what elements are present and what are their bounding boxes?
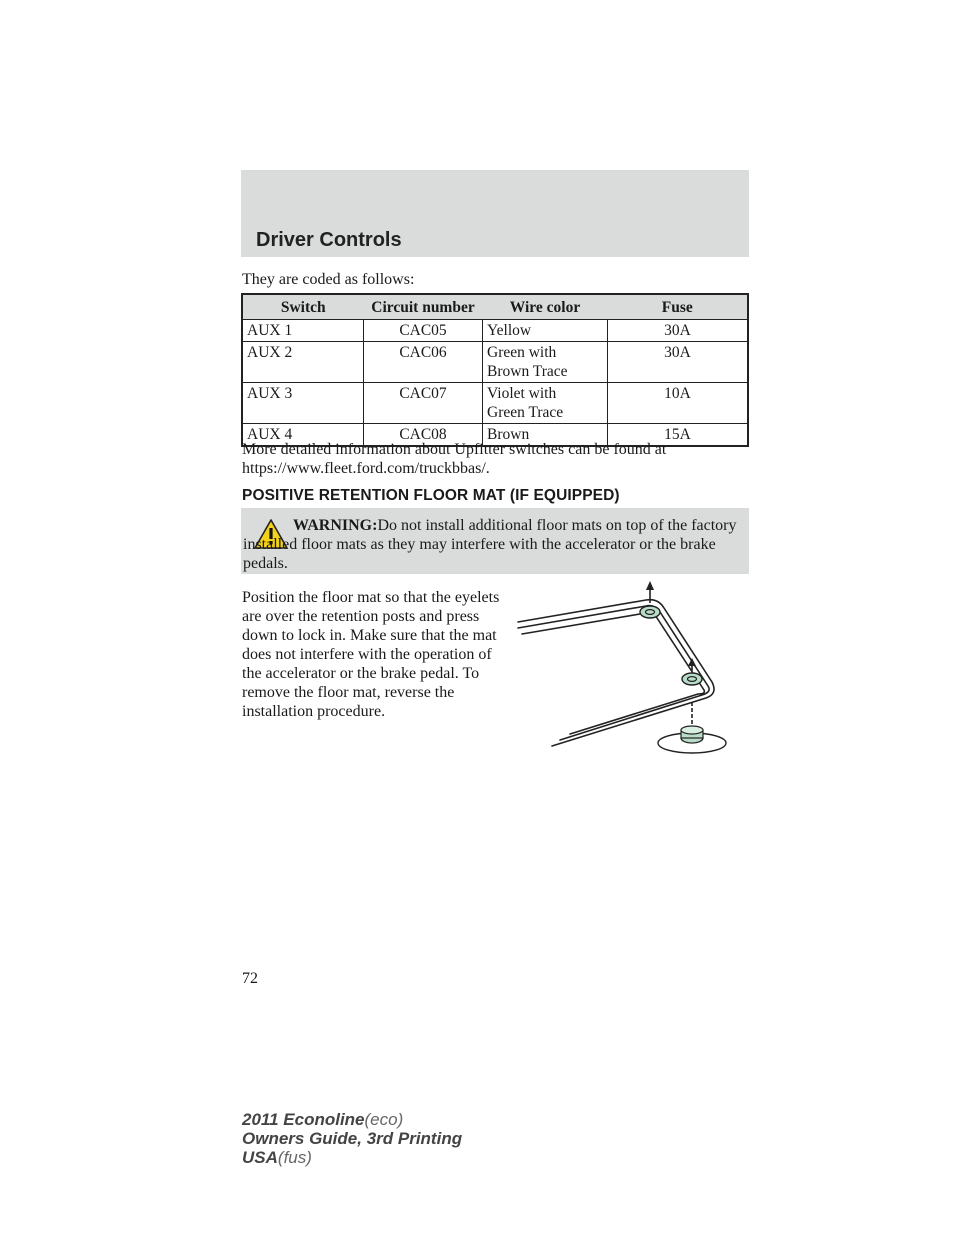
cell-fuse: 30A [608, 320, 749, 342]
table-row [242, 383, 748, 424]
warning-text [243, 516, 739, 573]
cell-switch: AUX 3 [242, 383, 364, 424]
footer-model-line [242, 1110, 462, 1129]
cell-circuit: CAC08 [364, 424, 483, 447]
switch-code-table [241, 293, 749, 447]
footer-model: 2011 Econoline [242, 1110, 365, 1129]
warning-label: WARNING: [293, 517, 378, 534]
page-title: Driver Controls [256, 229, 402, 251]
footer-region: USA [242, 1148, 278, 1167]
floor-mat-instructions: Position the floor mat so that the eyelets are over the retention posts and press down to lock in. Make sure that the mat does not interfere with the operation of the accelerator or the brake pedal. To remove the floor mat, reverse the installation procedure. [242, 589, 500, 720]
cell-wire-color: Yellow [483, 320, 608, 342]
column-header-wire-color: Wire color [483, 294, 608, 320]
table-header-row [242, 294, 748, 320]
arrow-up-icon [688, 658, 696, 671]
cell-switch: AUX 1 [242, 320, 364, 342]
cell-wire-color: Green with Brown Trace [483, 342, 608, 383]
eyelet-bottom [682, 673, 702, 685]
column-header-fuse: Fuse [608, 294, 749, 320]
cell-wire-color: Violet with Green Trace [483, 383, 608, 424]
eyelet-top [640, 606, 660, 618]
cell-fuse: 15A [608, 424, 749, 447]
footer-region-code: (fus) [277, 1148, 312, 1167]
page-number: 72 [242, 970, 258, 987]
cell-circuit: CAC06 [364, 342, 483, 383]
cell-wire-color: Brown [483, 424, 608, 447]
footer-region-line [242, 1148, 462, 1167]
cell-fuse: 10A [608, 383, 749, 424]
retention-post [658, 726, 726, 753]
cell-switch: AUX 4 [242, 424, 364, 447]
floor-mat-diagram [512, 578, 744, 756]
floor-mat-heading: POSITIVE RETENTION FLOOR MAT (IF EQUIPPED) [242, 487, 620, 504]
cell-fuse: 30A [608, 342, 749, 383]
intro-text: They are coded as follows: [242, 271, 415, 288]
cell-switch: AUX 2 [242, 342, 364, 383]
warning-body: Do not install additional floor mats on top of the factory installed floor mats as they may interfere with the accelerator or the brake pedals. [243, 517, 737, 572]
column-header-circuit: Circuit number [364, 294, 483, 320]
table-row [242, 342, 748, 383]
document-footer [242, 1110, 462, 1167]
table-row [242, 320, 748, 342]
upfitter-info-text: More detailed information about Upfitter switches can be found at https://www.fleet.ford.com/truckbbas/. [242, 441, 667, 477]
warning-box [241, 508, 749, 574]
footer-guide-line: Owners Guide, 3rd Printing [242, 1129, 463, 1148]
column-header-switch: Switch [242, 294, 364, 320]
cell-circuit: CAC07 [364, 383, 483, 424]
footer-model-code: (eco) [364, 1110, 404, 1129]
cell-circuit: CAC05 [364, 320, 483, 342]
